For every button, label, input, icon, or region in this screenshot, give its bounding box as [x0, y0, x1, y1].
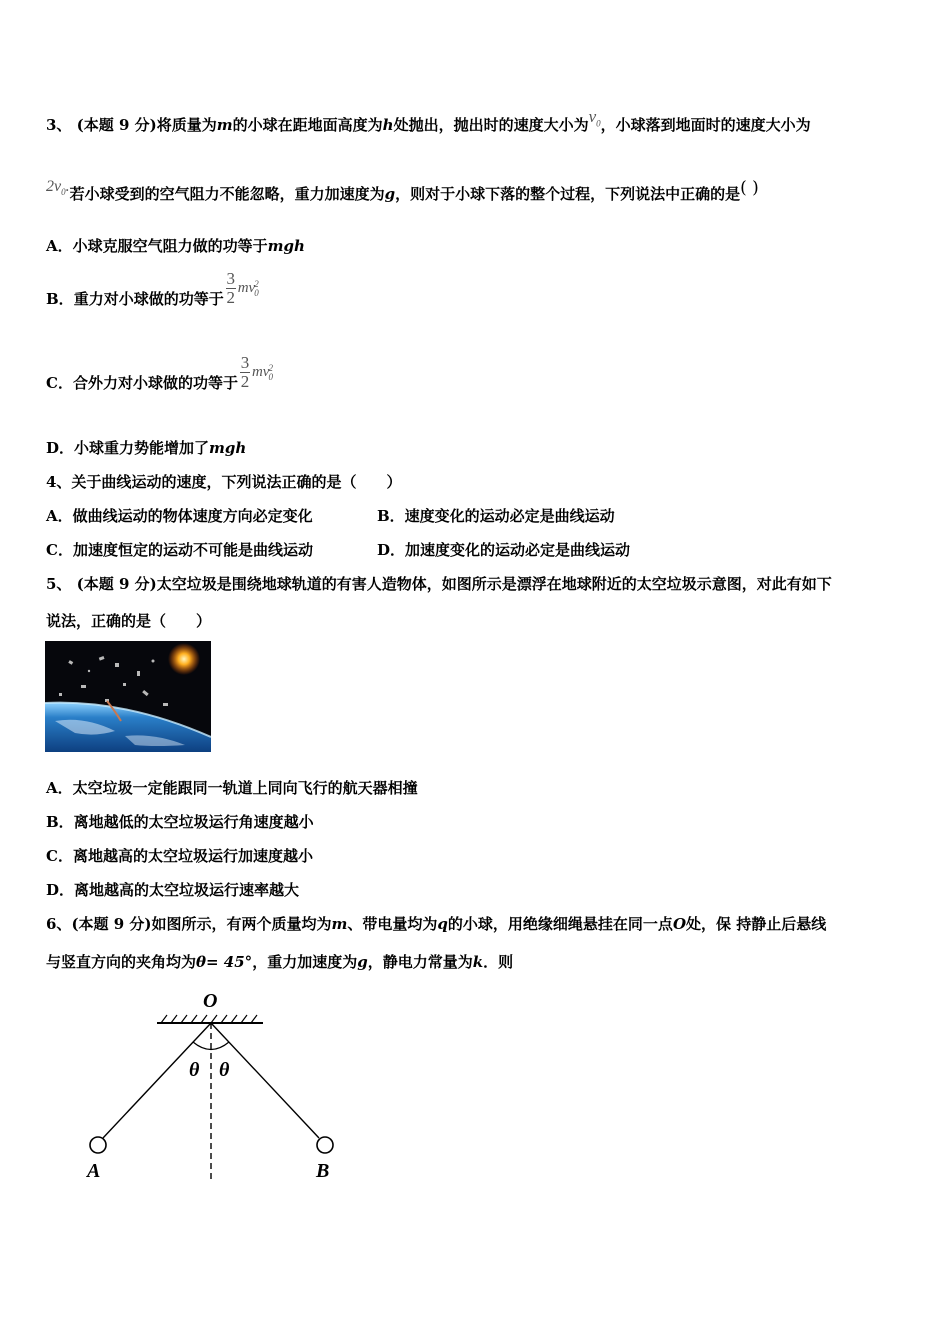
- q3-text: ，则对于小球下落的整个过程，下列说法中正确的是: [395, 185, 741, 203]
- label-theta-left: θ: [189, 1059, 200, 1081]
- formula-mv0-squared: mv 2 0: [237, 278, 259, 298]
- var-h: h: [382, 116, 394, 134]
- ceiling-hatch: [161, 1015, 257, 1023]
- fraction-3-2: $\frac{3}{2}$: [240, 353, 250, 391]
- q5-line-2: 说法，正确的是（ ）: [46, 612, 212, 630]
- q4-option-c: C．加速度恒定的运动不可能是曲线运动: [46, 541, 313, 559]
- formula-v0: $v_0$: [588, 107, 601, 129]
- q5-option-d: D．离地越高的太空垃圾运行速率越大: [46, 881, 300, 899]
- q3-text: 将质量为: [156, 116, 217, 134]
- q6-line-1: 6、(本题 9 分)如图所示，有两个质量均为m、带电量均为q的小球，用绝缘细绳悬挂在同一点O处，保 持静止后悬线: [46, 915, 827, 933]
- q3-line-2: [46, 178, 759, 210]
- q3-points: (本题 9 分): [76, 116, 157, 134]
- q4-option-d: D．加速度变化的运动必定是曲线运动: [377, 541, 631, 559]
- label-A: A: [87, 1160, 101, 1182]
- q5-option-c: C．离地越高的太空垃圾运行加速度越小: [46, 847, 313, 865]
- label-O: O: [203, 990, 218, 1012]
- q3-option-c: C．合外力对小球做的功等于 $\frac{3}{2}$ mv 2 0: [46, 353, 273, 392]
- theta-equation: θ= 45°: [196, 953, 253, 971]
- var-mgh: mgh: [209, 439, 247, 457]
- q4-option-b: B．速度变化的运动必定是曲线运动: [377, 507, 615, 525]
- q6-number: 6、: [46, 915, 72, 933]
- q3-option-a: A．小球克服空气阻力做的功等于mgh: [46, 237, 305, 255]
- label-theta-right: θ: [219, 1059, 230, 1081]
- q6-points: (本题 9 分): [71, 915, 152, 933]
- q5-option-b: B．离地越低的太空垃圾运行角速度越小: [46, 813, 314, 831]
- q3-text: 处抛出，抛出时的速度大小为: [393, 116, 589, 134]
- q4-stem: 4、关于曲线运动的速度，下列说法正确的是（ ）: [46, 473, 402, 491]
- var-mgh: mgh: [267, 237, 305, 255]
- q4-options-row-2: [46, 540, 906, 560]
- q3-option-b: B．重力对小球做的功等于 $\frac{3}{2}$ mv 2 0: [46, 269, 259, 308]
- formula-2v0: $2v_0$.: [46, 178, 70, 198]
- formula-mv0-squared: mv 2 0: [251, 362, 273, 382]
- q5-line-1: [46, 574, 832, 594]
- var-g: g: [384, 185, 396, 203]
- fraction-3-2: $\frac{3}{2}$: [226, 269, 235, 307]
- q3-text: ，小球落到地面时的速度大小为: [600, 116, 811, 134]
- answer-paren: ( ): [740, 178, 759, 198]
- pendulum-diagram: [75, 985, 375, 1195]
- label-B: B: [316, 1160, 330, 1182]
- var-g: g: [357, 953, 368, 971]
- q4-option-a: A．做曲线运动的物体速度方向必定变化: [46, 507, 313, 525]
- q3-line-1: [46, 107, 811, 141]
- q3-number: 3、: [46, 116, 72, 134]
- q5-number: 5、: [46, 575, 72, 593]
- q6-line-2: 与竖直方向的夹角均为θ= 45°，重力加速度为g，静电力常量为k．则: [46, 953, 514, 971]
- var-m: m: [216, 116, 233, 134]
- ball-A: [90, 1137, 106, 1153]
- q5-option-a: A．太空垃圾一定能跟同一轨道上同向飞行的航天器相撞: [46, 779, 418, 797]
- sun: [168, 643, 200, 675]
- q5-points: (本题 9 分): [76, 575, 157, 593]
- ball-B: [317, 1137, 333, 1153]
- var-O: O: [672, 915, 687, 933]
- q4-options-row-1: [46, 506, 906, 526]
- q3-text: 的小球在距地面高度为: [232, 116, 383, 134]
- q3-text: 若小球受到的空气阻力不能忽略，重力加速度为: [69, 185, 385, 203]
- var-q: q: [437, 915, 448, 933]
- q3-option-d: D．小球重力势能增加了mgh: [46, 439, 247, 457]
- var-k: k: [472, 953, 484, 971]
- space-debris-image: [45, 641, 211, 752]
- var-m: m: [331, 915, 348, 933]
- q5-text: 太空垃圾是围绕地球轨道的有害人造物体，如图所示是漂浮在地球附近的太空垃圾示意图，对此有如下: [156, 575, 832, 593]
